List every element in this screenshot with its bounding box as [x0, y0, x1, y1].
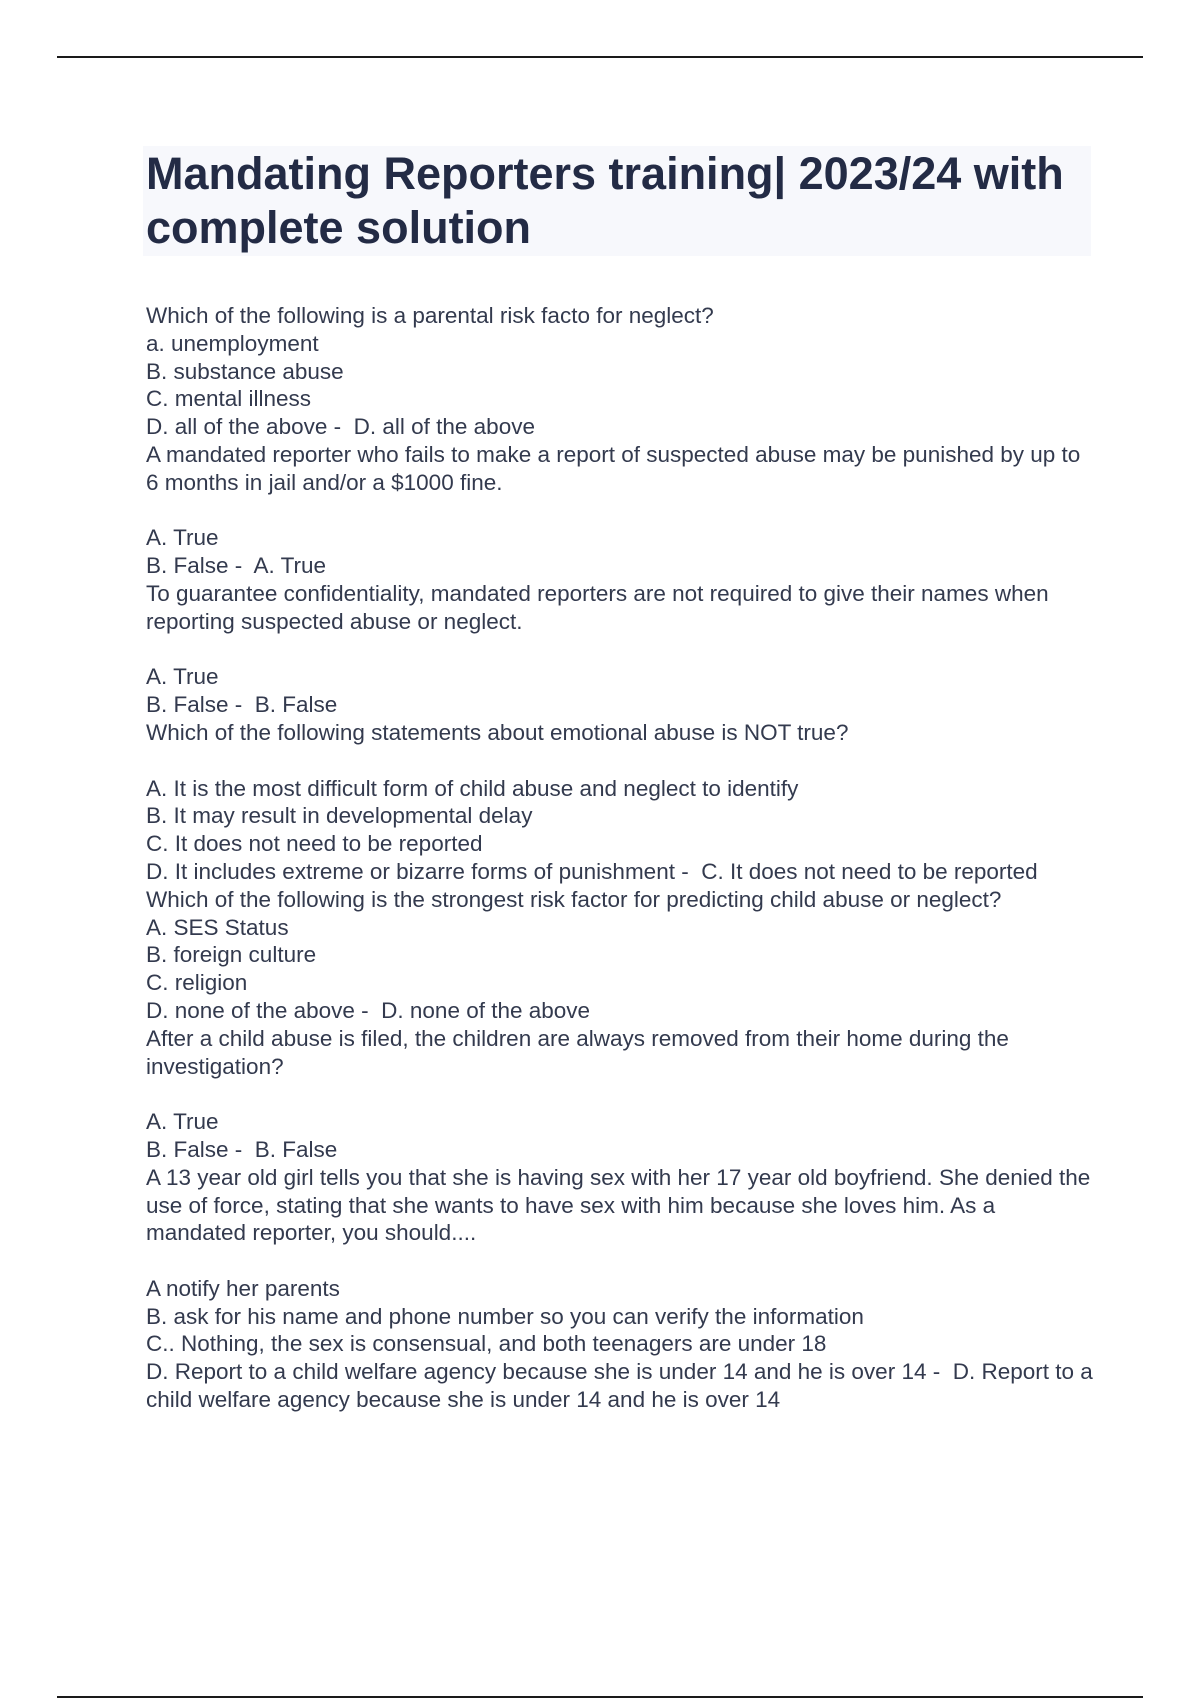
question-4-option-d-answer: D. It includes extreme or bizarre forms of punishment - C. It does not need to be reported: [146, 858, 1038, 884]
question-3-option-a: A. True: [146, 664, 219, 690]
question-7-text: A 13 year old girl tells you that she is having sex with her 17 year old boyfriend. She denied the use of force, stating that she wants to have sex with him because she loves him. As a mandated reporter, you should....: [146, 1164, 1097, 1246]
question-5-text: Which of the following is the strongest risk factor for predicting child abuse or neglect?: [146, 886, 1002, 912]
header-rule: [57, 56, 1143, 58]
question-5-option-a: A. SES Status: [146, 914, 289, 940]
question-4-option-c: C. It does not need to be reported: [146, 831, 483, 857]
question-1-text: Which of the following is a parental risk facto for neglect?: [146, 303, 714, 328]
document-body: [146, 302, 1100, 1414]
question-5-option-d-answer: D. none of the above - D. none of the above: [146, 997, 591, 1023]
document-title: Mandating Reporters training| 2023/24 with complete solution: [146, 148, 1064, 253]
question-1-option-b: B. substance abuse: [146, 358, 344, 384]
question-4-option-b: B. It may result in developmental delay: [146, 803, 533, 829]
question-2-option-a: A. True: [146, 525, 219, 551]
question-3-text: To guarantee confidentiality, mandated reporters are not required to give their names when reporting suspected abuse or neglect.: [146, 580, 1055, 634]
question-5-option-c: C. religion: [146, 970, 248, 996]
question-7-option-c: C.. Nothing, the sex is consensual, and both teenagers are under 18: [146, 1331, 827, 1357]
question-7-option-b: B. ask for his name and phone number so you can verify the information: [146, 1303, 864, 1329]
spacer: [146, 747, 1096, 775]
question-7-option-a: A notify her parents: [146, 1275, 340, 1301]
spacer: [146, 1247, 1096, 1275]
question-1-option-c: C. mental illness: [146, 386, 312, 412]
question-6-option-a: A. True: [146, 1109, 219, 1135]
question-5-option-b: B. foreign culture: [146, 942, 317, 968]
spacer: [146, 636, 1096, 664]
question-1-option-d-answer: D. all of the above - D. all of the above: [146, 414, 535, 440]
spacer: [146, 497, 1096, 525]
question-6-text: After a child abuse is filed, the children are always removed from their home during the investigation?: [146, 1025, 1016, 1079]
footer-rule: [57, 1696, 1143, 1698]
question-2-option-b-answer: B. False - A. True: [146, 553, 327, 579]
question-6-option-b-answer: B. False - B. False: [146, 1136, 338, 1162]
spacer: [146, 1080, 1096, 1108]
question-3-option-b-answer: B. False - B. False: [146, 692, 338, 718]
question-4-text: Which of the following statements about emotional abuse is NOT true?: [146, 719, 849, 745]
question-2-text: A mandated reporter who fails to make a report of suspected abuse may be punished by up to 6 months in jail and/or a $1000 fine.: [146, 441, 1087, 495]
question-7-option-d-answer: D. Report to a child welfare agency because she is under 14 and he is over 14 - D. Report to a child welfare agency because she is under 14 and he is over 14: [146, 1359, 1100, 1413]
question-4-option-a: A. It is the most difficult form of child abuse and neglect to identify: [146, 775, 799, 801]
question-1-option-a: a. unemployment: [146, 330, 319, 356]
